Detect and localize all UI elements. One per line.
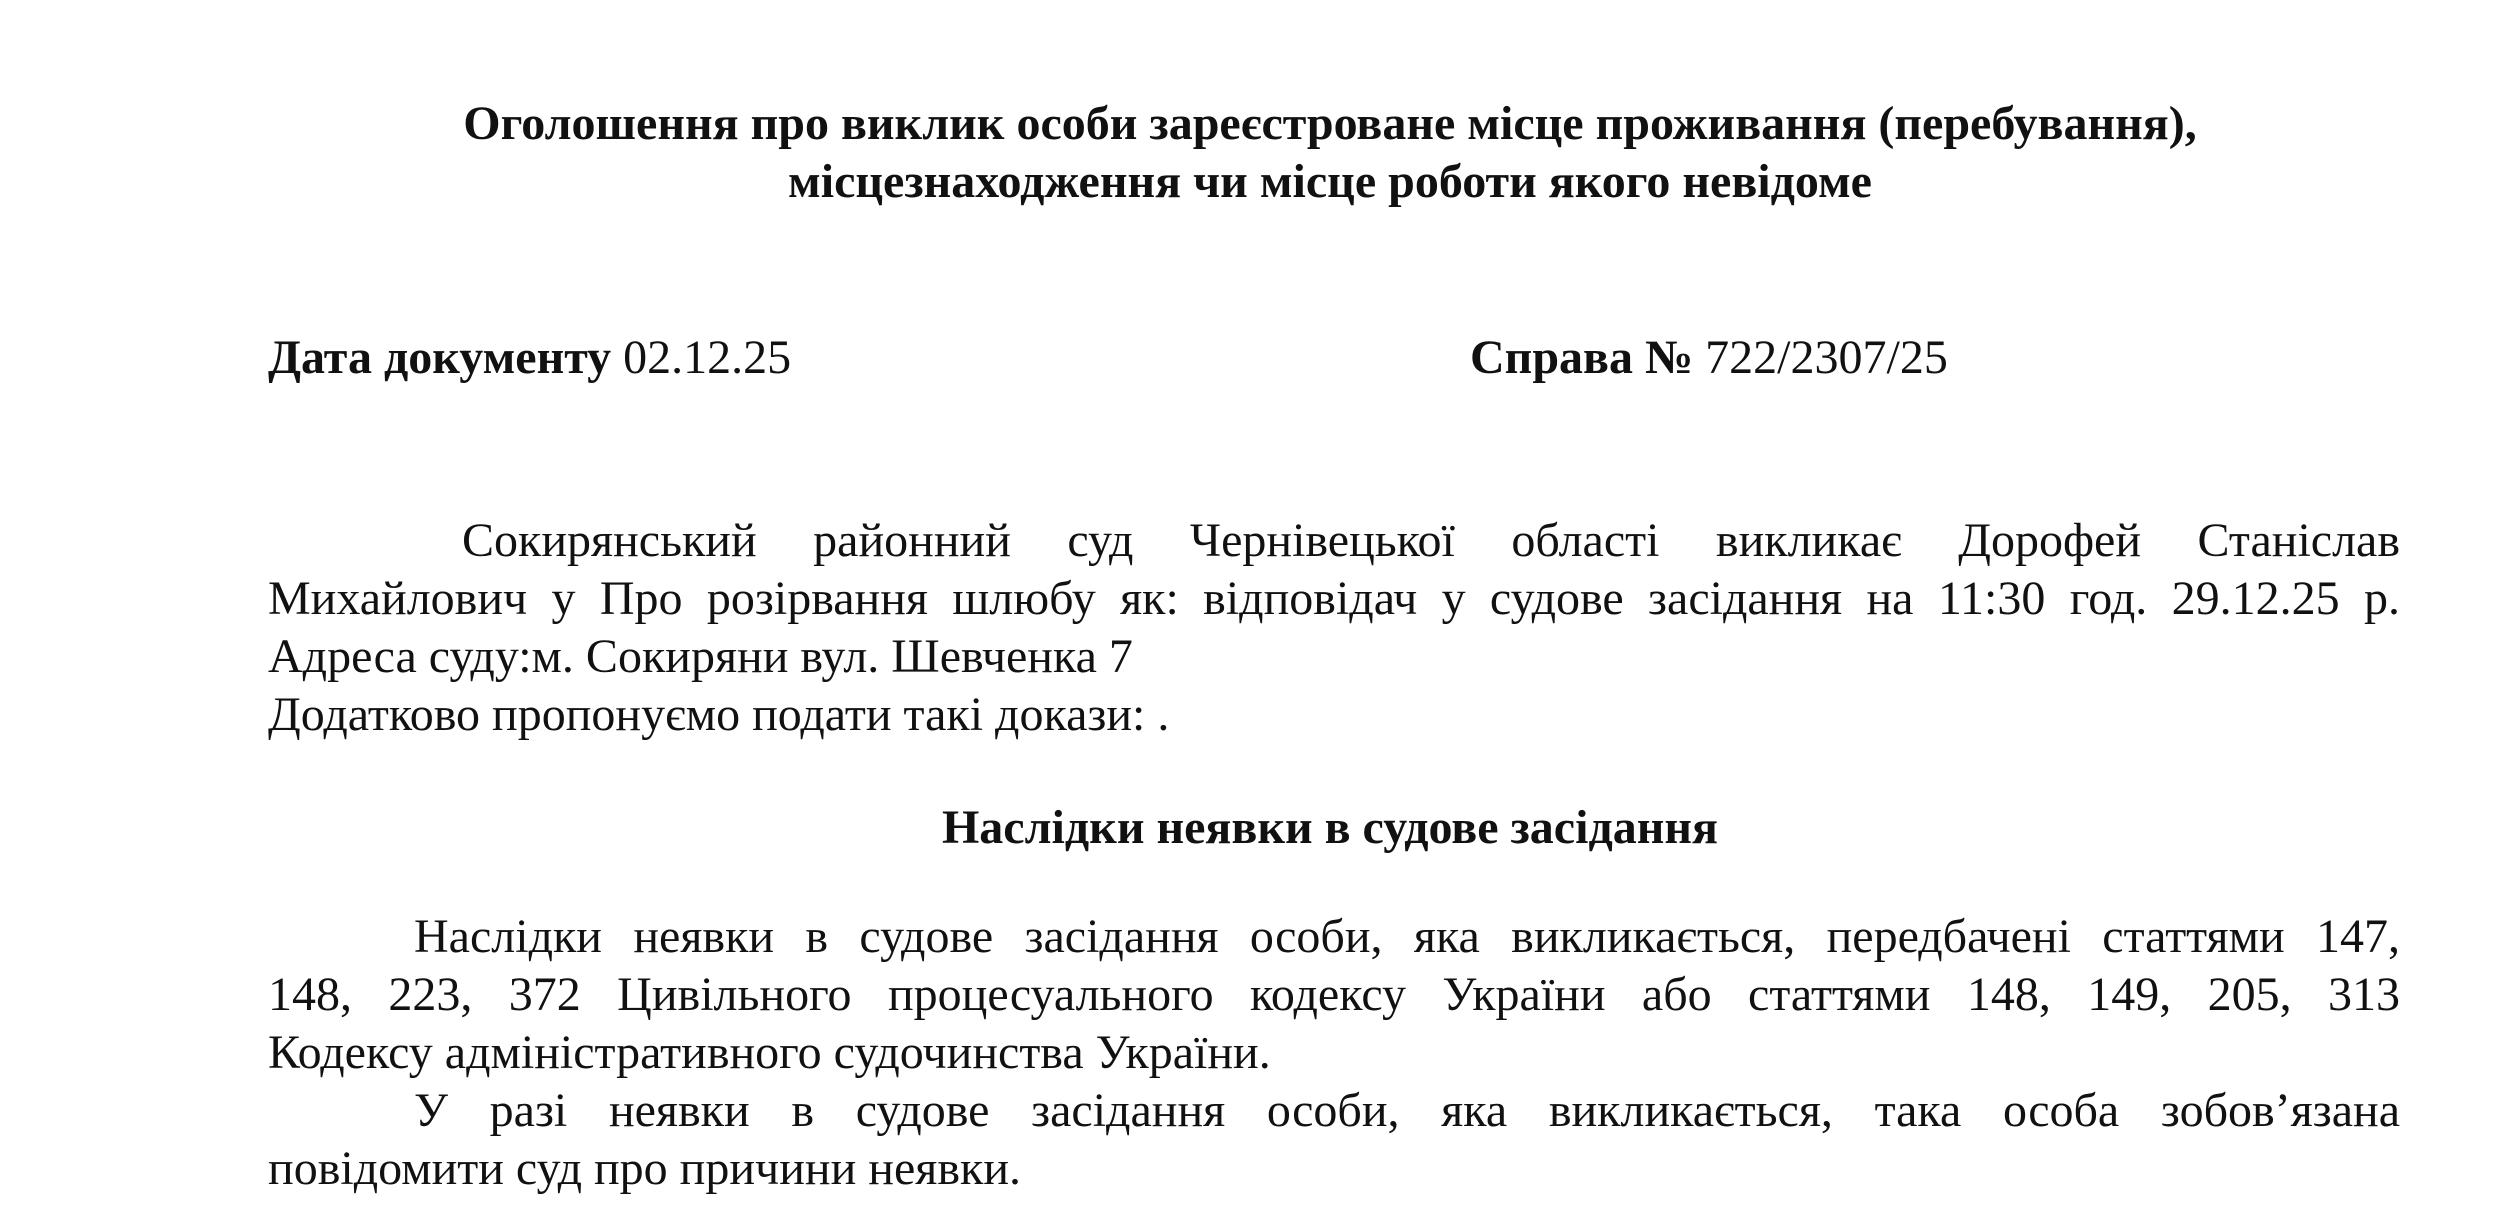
document-date [268,330,791,386]
document-title-line-2: місцезнаходження чи місце роботи якого невідоме [788,155,1872,208]
consequences-heading: Наслідки неявки в судове засідання [941,801,1719,854]
date-label: Дата документу [268,331,612,384]
case-label: Справа № [1470,331,1694,384]
consequences-p1-line-1: Наслідки неявки в судове засідання особи, яка викликається, передбачені статтями 147, [414,910,2400,963]
court-address: Адреса суду:м. Сокиряни вул. Шевченка 7 [268,630,1133,683]
consequences-p2-line-2: повідомити суд про причини неявки. [268,1142,1021,1195]
evidence-request: Додатково пропонуємо подати такі докази: . [268,688,1170,741]
date-value: 02.12.25 [623,331,792,384]
consequences-p2-line-1: У разі неявки в судове засідання особи, яка викликається, така особа зобов’язана [414,1084,2400,1137]
notice-line-2: Михайлович у Про розірвання шлюбу як: відповідач у судове засідання на 11:30 год. 29.12.25 р. [268,572,2400,625]
consequences-p1-line-3: Кодексу адміністративного судочинства України. [268,1026,1271,1079]
case-value: 722/2307/25 [1705,331,1948,384]
document-title-line-1: Оголошення про виклик особи зареєстроване місце проживання (перебування), [463,97,2197,150]
notice-line-1: Сокирянський районний суд Чернівецької області викликає Дорофей Станіслав [462,514,2400,567]
consequences-p1-line-2: 148, 223, 372 Цивільного процесуального кодексу України або статтями 148, 149, 205, 313 [268,968,2400,1021]
case-number [1470,330,1948,386]
